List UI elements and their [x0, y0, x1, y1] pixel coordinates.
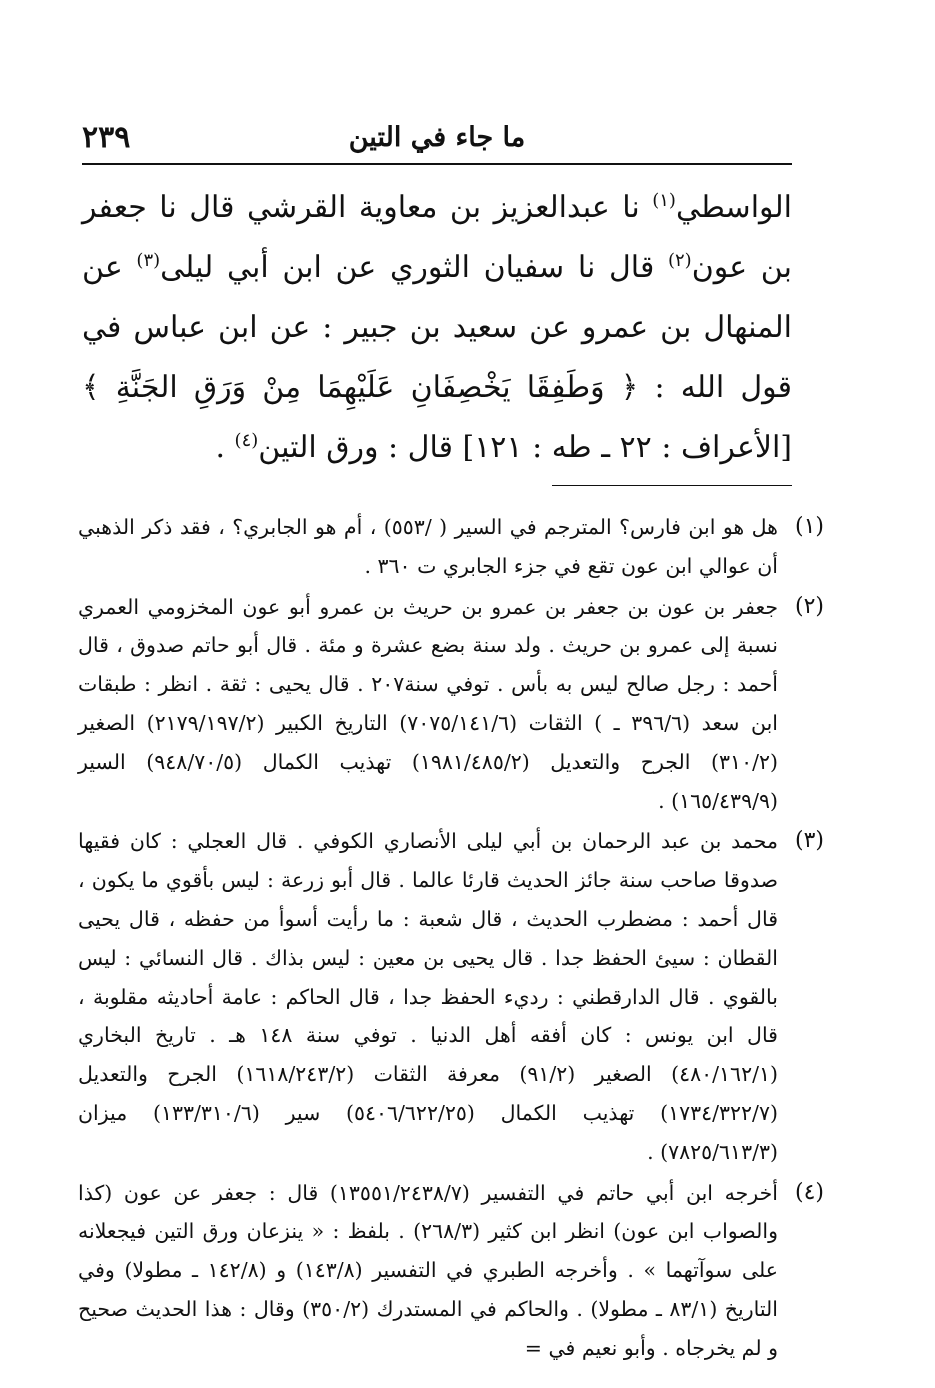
footnote-text: هل هو ابن فارس؟ المترجم في السير ( /٥٥٣) ، أم هو الجابري؟ ، فقد ذكر الذهبي أن عوالي ابن عون تقع في جزء الجابري ت ٣٦٠ . [78, 515, 778, 578]
text-segment: قال نا سفيان الثوري عن ابن أبي ليلى [160, 250, 668, 285]
footnote-text: جعفر بن عون بن جعفر بن عمرو بن حريث بن عمرو أبو عون المخزومي العمري نسبة إلى عمرو بن حريث . ولد سنة بضع عشرة و مئة . قال أبو حاتم صدوق ، قال أحمد : رجل صالح ليس به بأس . توفي سنة٢٠٧ . قال يحيى : ثقة . انظر : طبقات ابن سعد (٣٩٦/٦ ـ ) الثقات (٧٠٧٥/١٤١/٦) التاريخ الكبير (٢١٧٩/١٩٧/٢) الصغير (٣١٠/٢) الجرح والتعديل (١٩٨١/٤٨٥/٢) تهذيب الكمال (٩٤٨/٧٠/٥) السير (١٦٥/٤٣٩/٩) . [78, 594, 779, 813]
text-segment: عن المنهال بن عمرو عن سعيد بن جبير : عن ابن عباس في قول الله : [82, 250, 793, 405]
text-segment: . [215, 430, 235, 465]
main-text [82, 178, 792, 478]
footnote-ref: (٤) [234, 430, 259, 451]
footnote [78, 508, 824, 586]
running-title: ما جاء في التين [348, 122, 526, 153]
footnote-text: محمد بن عبد الرحمان بن أبي ليلى الأنصاري الكوفي . قال العجلي : كان فقيها صدوقا صاحب سنة جائز الحديث قارئا عالما . قال أبو زرعة : ليس بأقوي ما يكون ، قال أحمد : مضطرب الحديث ، قال شعبة : ما رأيت أسوأ من حفظه ، قال يحيى القطان : سيئ الحفظ جدا . قال يحيى بن معين : ليس بذاك . قال النسائي : ليس بالقوي . قال الدارقطني : رديء الحفظ جدا ، قال الحاكم : عامة أحاديثه مقلوبة ، قال ابن يونس : كان أفقه أهل الدنيا . توفي سنة ١٤٨ هـ . تاريخ البخاري (٤٨٠/١٦٢/١) الصغير (٩١/٢) معرفة الثقات (١٦١٨/٢٤٣/٢) الجرح والتعديل (١٧٣٤/٣٢٢/٧) تهذيب الكمال (٥٤٠٦/٦٢٢/٢٥) سير (١٣٣/٣١٠/٦) ميزان (٧٨٢٥/٦١٣/٣) . [78, 829, 778, 1164]
page-header [82, 108, 792, 160]
footnote-ref: (١) [652, 190, 676, 211]
footnote-divider [552, 485, 792, 486]
quran-verse: ﴿ وَطَفِقَا يَخْصِفَانِ عَلَيْهِمَا مِنْ وَرَقِ الجَنَّةِ ﴾ [82, 370, 639, 405]
footnote-number: (٤) [794, 1179, 824, 1205]
text-segment: نا عبدالعزيز بن معاوية القرشي قال نا جعفر بن عون [82, 190, 792, 285]
header-divider [82, 163, 792, 165]
footnote [78, 1174, 824, 1368]
footnote [78, 822, 824, 1171]
footnote-number: (١) [794, 514, 824, 539]
page-number: ٢٣٩ [82, 120, 131, 155]
footnote-ref: (٣) [136, 250, 161, 271]
footnote-text: أخرجه ابن أبي حاتم في التفسير (١٣٥٥١/٢٤٣٨/٧) قال : جعفر عن عون (كذا والصواب ابن عون) انظر ابن كثير (٢٦٨/٣) . بلفظ : « ينزعان ورق التين فيجعلانه على سوآتهما » . وأخرجه الطبري في التفسير (١٤٣/٨) و (١٤٢/٨ ـ مطولا) وفي التاريخ (٨٣/١ ـ مطولا) . والحاكم في المستدرك (٣٥٠/٢) وقال : هذا الحديث صحيح و لم يخرجاه . وأبو نعيم في = [78, 1180, 778, 1360]
footnote [78, 588, 824, 821]
footnote-number: (٣) [794, 828, 824, 854]
text-segment: الواسطي [675, 190, 792, 225]
footnotes [78, 508, 824, 1370]
footnote-ref: (٢) [667, 250, 692, 271]
text-segment: [الأعراف : ٢٢ ـ طه : ١٢١] قال : ورق التين [258, 430, 792, 465]
footnote-number: (٢) [794, 593, 824, 619]
main-paragraph [82, 178, 792, 478]
